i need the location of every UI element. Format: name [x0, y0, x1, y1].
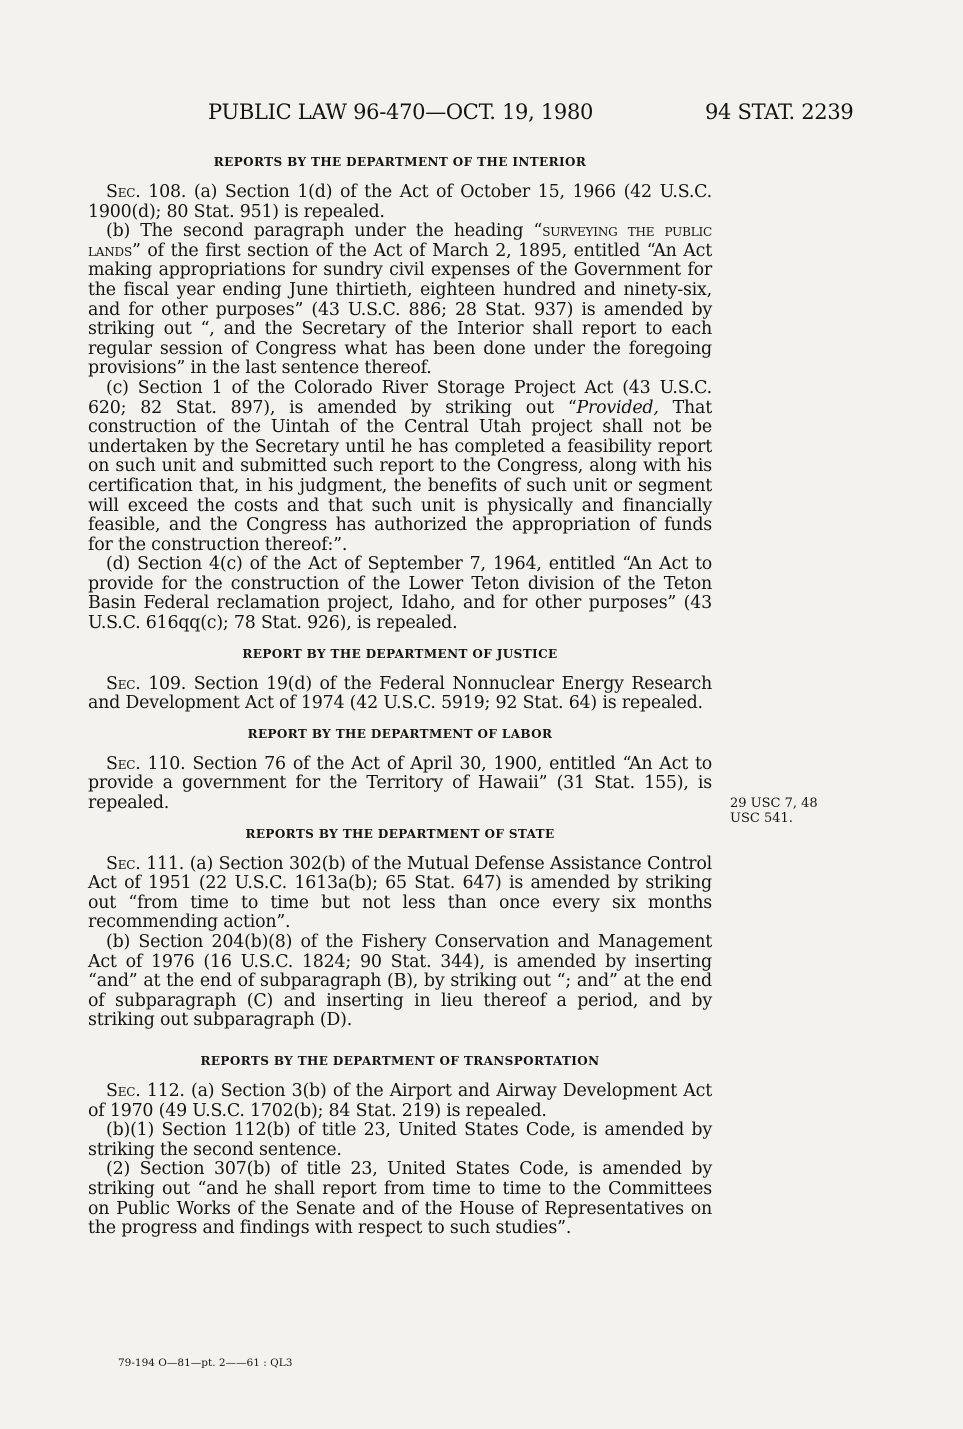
- paragraph-sec-111-a: Sec. 111. (a) Section 302(b) of the Mutual Defense Assistance Control Act of 1951 (22 U.S.C. 1613a(b); 65 Stat. 647) is amended by striking out “from time to time but not less than once every six months recommending action”.: [88, 853, 712, 933]
- heading-reference: surveying the public lands: [88, 221, 712, 261]
- paragraph-sec-112-a: Sec. 112. (a) Section 3(b) of the Airport and Airway Development Act of 1970 (49 U.S.C. 1702(b); 84 Stat. 219) is repealed.: [88, 1080, 712, 1121]
- body-text: [88, 148, 712, 1239]
- paragraph-sec-112-b2: (2) Section 307(b) of title 23, United States Code, is amended by striking out “and he shall report from time to time to the Committees on Public Works of the Senate and of the House of Representatives on the progress and findings with respect to such studies”.: [88, 1159, 712, 1239]
- margin-citation-note: 29 USC 7, 48 USC 541.: [730, 796, 818, 826]
- paragraph-sec-112-b1: (b)(1) Section 112(b) of title 23, United States Code, is amended by striking the second sentence.: [88, 1120, 712, 1160]
- paragraph-sec-108-b: (b) The second paragraph under the heading “surveying the public lands” of the first section of the Act of March 2, 1895, entitled “An Act making appropriations for sundry civil expenses of the Government for the fiscal year ending June thirtieth, eighteen hundred and ninety-six, and for other purposes” (43 U.S.C. 886; 28 Stat. 937) is amended by striking out “, and the Secretary of the Interior shall report to each regular session of Congress what has been done under the foregoing provisions” in the last sentence thereof.: [88, 221, 712, 379]
- statute-page-number: 94 STAT. 2239: [705, 100, 854, 124]
- sec-label: Sec.: [106, 1080, 141, 1101]
- section-heading-transportation: REPORTS BY THE DEPARTMENT OF TRANSPORTATION: [200, 1053, 600, 1068]
- paragraph-sec-108-c: (c) Section 1 of the Colorado River Storage Project Act (43 U.S.C. 620; 82 Stat. 897), is amended by striking out “Provided, That construction of the Uintah of the Central Utah project shall not be undertaken by the Secretary until he has completed a feasibility report on such unit and submitted such report to the Congress, along with his certification that, in his judgment, the benefits of such unit or segment will exceed the costs and that such unit is physically and financially feasible, and the Congress has authorized the appropriation of funds for the construction thereof:”.: [88, 377, 712, 555]
- section-heading-interior: REPORTS BY THE DEPARTMENT OF THE INTERIOR: [213, 155, 587, 169]
- section-heading-labor: REPORT BY THE DEPARTMENT OF LABOR: [247, 726, 553, 741]
- running-header-title: PUBLIC LAW 96-470—OCT. 19, 1980: [208, 100, 594, 124]
- paragraph-sec-109: Sec. 109. Section 19(d) of the Federal Nonnuclear Energy Research and Development Act of 1974 (42 U.S.C. 5919; 92 Stat. 64) is repealed.: [88, 673, 712, 714]
- provided-italic: Provided,: [576, 397, 659, 418]
- section-heading-justice: REPORT BY THE DEPARTMENT OF JUSTICE: [242, 646, 558, 661]
- print-footer-code: 79-194 O—81—pt. 2——61 : QL3: [118, 1357, 293, 1369]
- paragraph-sec-110: Sec. 110. Section 76 of the Act of April 30, 1900, entitled “An Act to provide a government for the Territory of Hawaii” (31 Stat. 155), is repealed.: [88, 753, 712, 814]
- paragraph-sec-108-d: (d) Section 4(c) of the Act of September 7, 1964, entitled “An Act to provide for the construction of the Lower Teton division of the Teton Basin Federal reclamation project, Idaho, and for other purposes” (43 U.S.C. 616qq(c); 78 Stat. 926), is repealed.: [88, 554, 712, 634]
- sec-label: Sec.: [106, 673, 141, 694]
- paragraph-sec-111-b: (b) Section 204(b)(8) of the Fishery Conservation and Management Act of 1976 (16 U.S.C. 1824; 90 Stat. 344), is amended by inserting “and” at the end of subparagraph (B), by striking out “; and” at the end of subparagraph (C) and inserting in lieu thereof a period, and by striking out subparagraph (D).: [88, 932, 712, 1031]
- sec-label: Sec.: [106, 753, 141, 774]
- sec-label: Sec.: [106, 853, 141, 874]
- sec-label: Sec.: [106, 182, 141, 202]
- paragraph-sec-108-a: Sec. 108. (a) Section 1(d) of the Act of October 15, 1966 (42 U.S.C. 1900(d); 80 Stat. 951) is repealed.: [88, 182, 712, 222]
- section-heading-state: REPORTS BY THE DEPARTMENT OF STATE: [245, 826, 555, 841]
